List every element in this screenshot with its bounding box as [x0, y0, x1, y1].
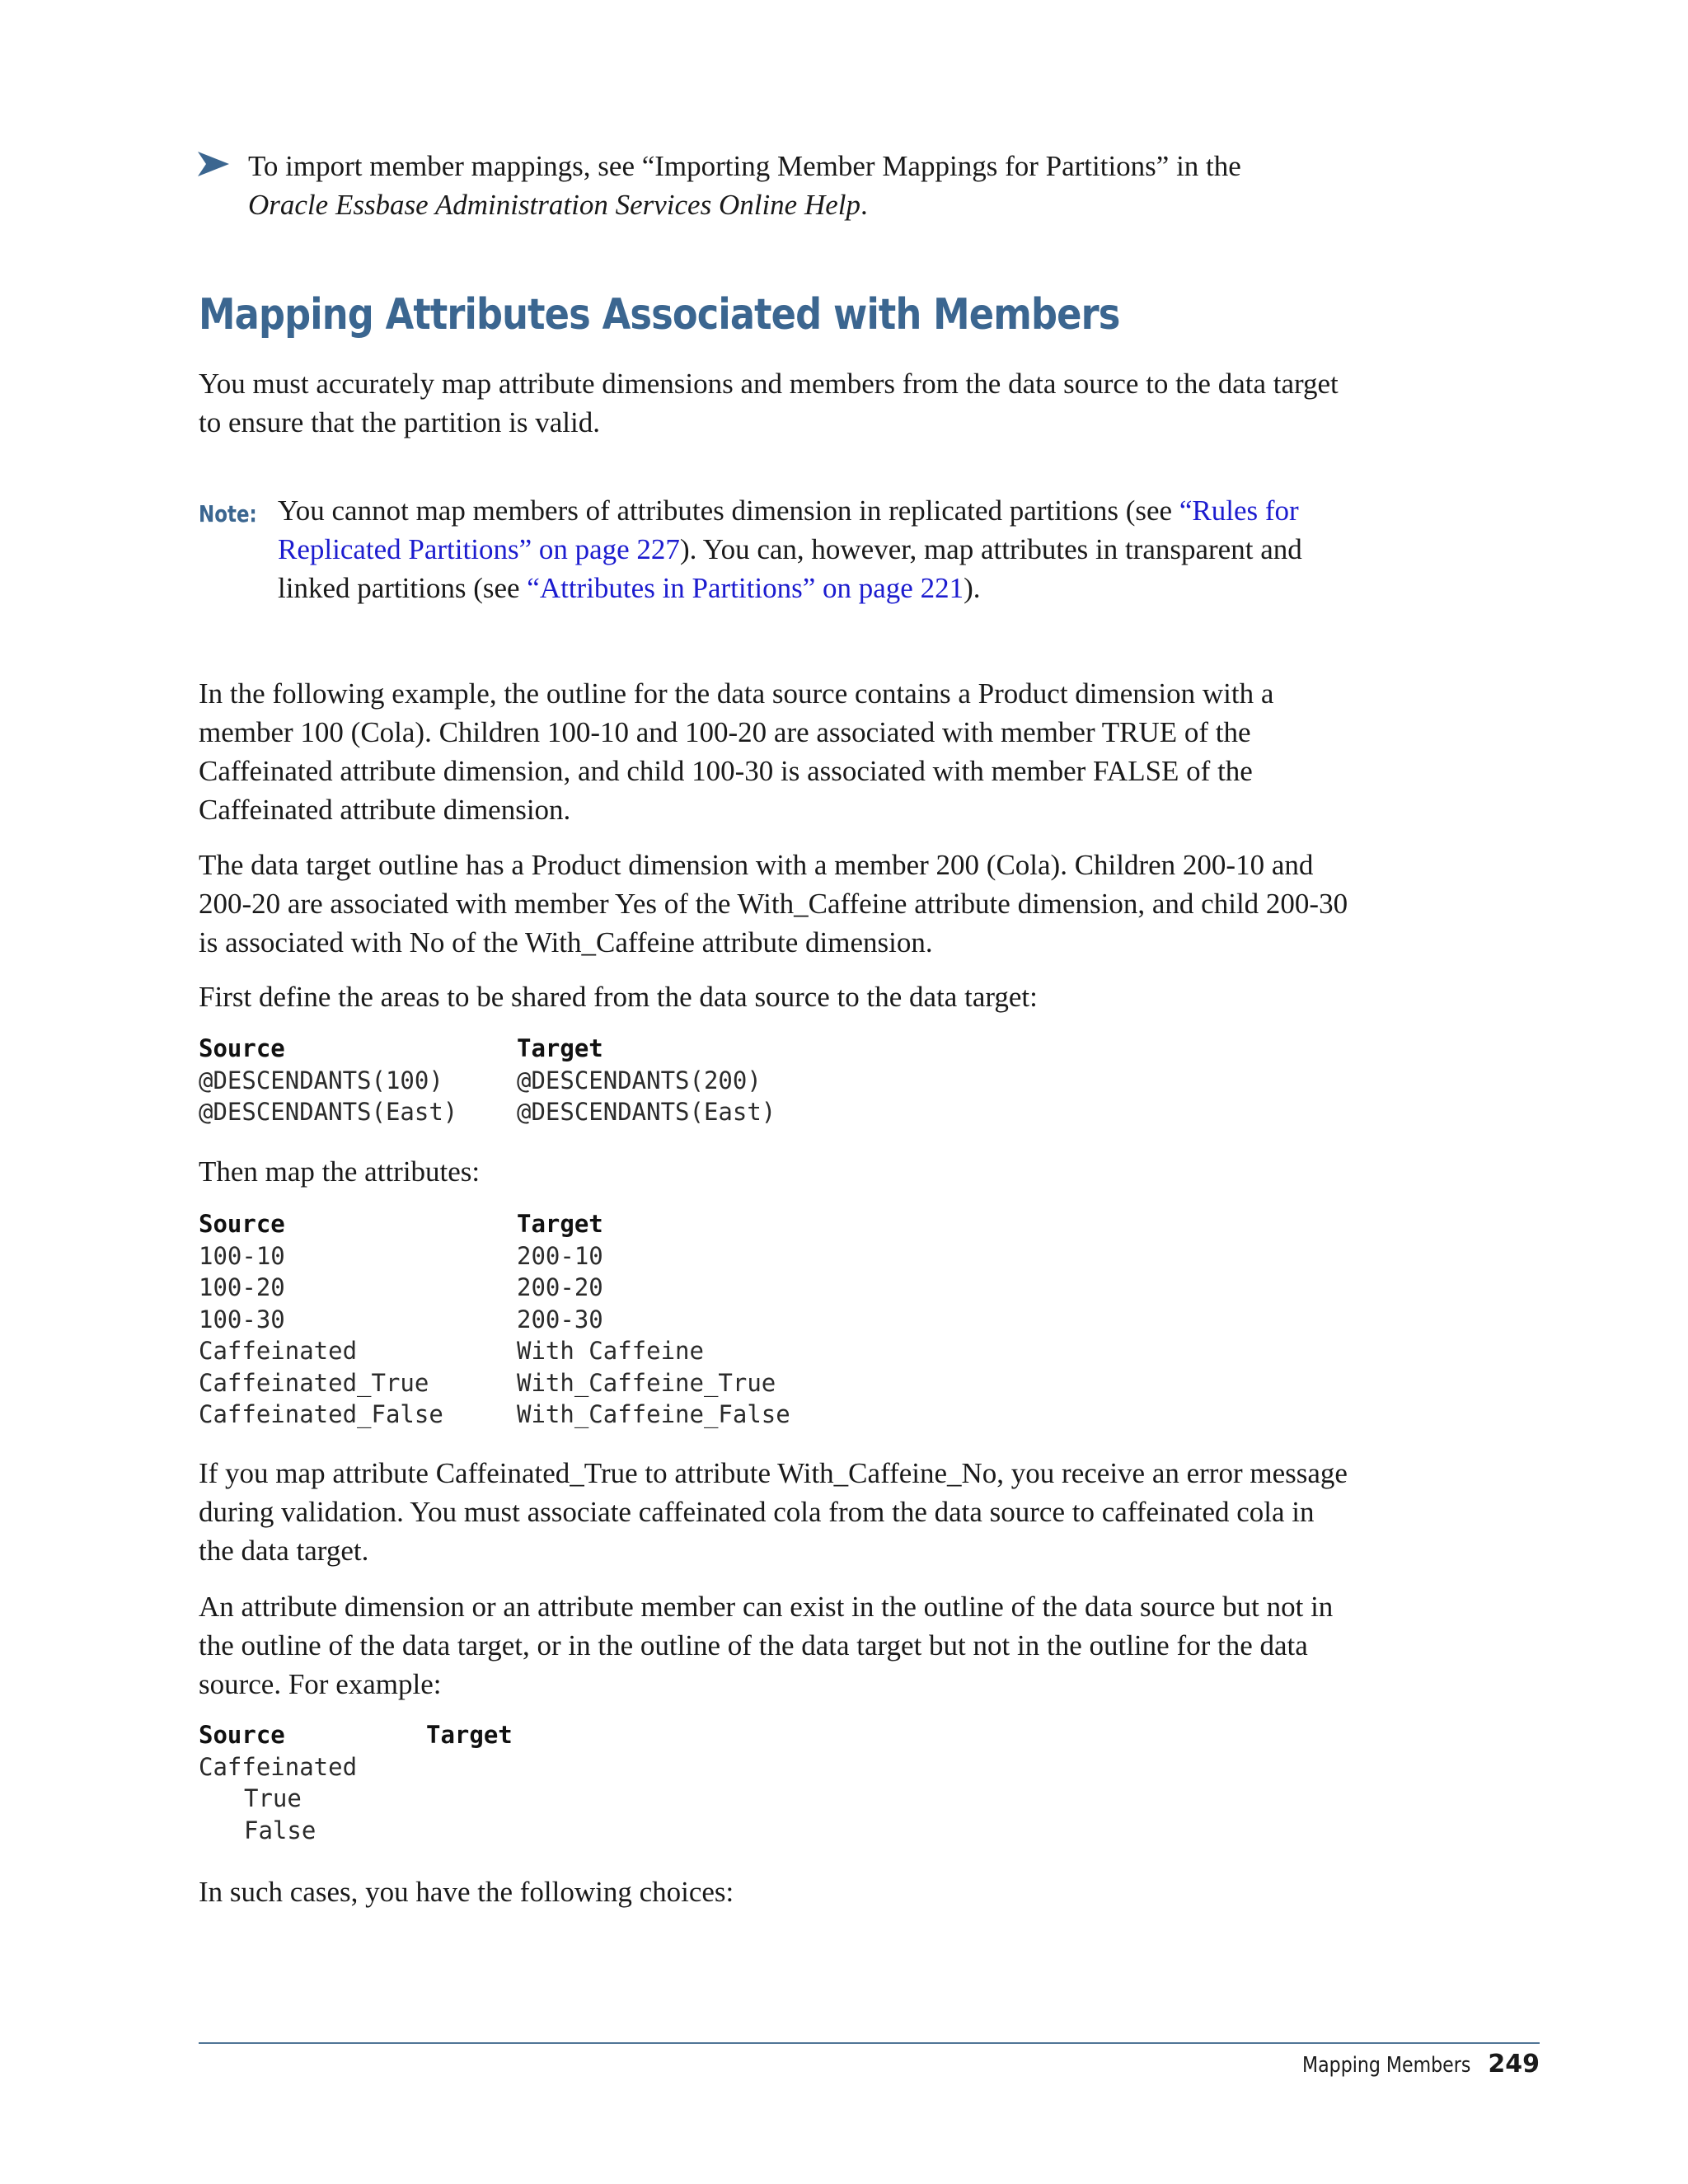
code-source-cell: Caffeinated [199, 1752, 358, 1781]
code-header-source: Source [199, 1210, 285, 1238]
code-target-cell: With_Caffeine_True [517, 1368, 776, 1397]
code-source-cell: 100-30 [199, 1305, 285, 1333]
code-source-cell: 100-10 [199, 1241, 285, 1270]
code-target-cell: @DESCENDANTS(200) [517, 1066, 762, 1094]
note-body [278, 491, 1349, 607]
paragraph-choices: In such cases, you have the following choices: [199, 1876, 734, 1908]
code-row [199, 1272, 603, 1304]
procedure-step-text [248, 147, 1369, 224]
link-attributes-in-partitions[interactable]: “Attributes in Partitions” on page 221 [527, 572, 964, 604]
code-source-cell: Caffeinated_False [199, 1400, 443, 1428]
paragraph-map-attributes: Then map the attributes: [199, 1155, 481, 1188]
paragraph-define-areas: First define the areas to be shared from the data source to the data target: [199, 981, 1038, 1013]
paragraph-intro: You must accurately map attribute dimensions and members from the data source to the data target to ensure that the partition is valid. [199, 368, 1339, 438]
note-text-3: ). [964, 572, 981, 604]
arrow-bullet-icon [198, 152, 229, 176]
code-row [199, 1783, 302, 1815]
code-header-target: Target [517, 1210, 603, 1238]
footer-section-title: Mapping Members [1301, 2053, 1471, 2078]
code-target-cell: 200-20 [517, 1273, 603, 1301]
paragraph-outline-differences: An attribute dimension or an attribute member can exist in the outline of the data source but not in the outline of the data target, or in the outline of the data target but not in the outline for the data source. For example: [199, 1591, 1334, 1700]
code-header-row [199, 1719, 513, 1751]
code-target-cell: @DESCENDANTS(East) [517, 1098, 776, 1126]
code-attribute-mapping [199, 1208, 790, 1431]
code-target-cell: With Caffeine [517, 1337, 704, 1365]
code-header-row [199, 1033, 603, 1065]
code-source-cell: False [244, 1816, 316, 1844]
intro-line-1: To import member mappings, see “Importing Member Mappings for Partitions” in the [248, 150, 1241, 182]
code-source-cell: True [244, 1784, 302, 1812]
code-target-cell: 200-30 [517, 1305, 603, 1333]
link-rules-for-replicated-partitions[interactable]: “Rules for Replicated Partitions” on page 227 [278, 494, 1299, 565]
code-row [199, 1751, 358, 1783]
code-source-cell: @DESCENDANTS(100) [199, 1066, 443, 1094]
code-row [199, 1399, 790, 1431]
code-target-cell: With_Caffeine_False [517, 1400, 790, 1428]
code-row [199, 1065, 762, 1097]
code-header-source: Source [199, 1721, 285, 1749]
code-header-target: Target [426, 1721, 513, 1749]
code-header-row [199, 1208, 603, 1240]
code-outline-example [199, 1719, 513, 1846]
code-row [199, 1304, 603, 1336]
paragraph-target-outline: The data target outline has a Product dimension with a member 200 (Cola). Children 200-10 and 200-20 are associated with member Yes of the With_Caffeine attribute dimension, and child 200-30 is associated with No of the With_Caffeine attribute dimension. [199, 849, 1348, 958]
code-source-cell: Caffeinated [199, 1337, 358, 1365]
intro-line-2-end: . [860, 189, 868, 221]
note-text-1: You cannot map members of attributes dimension in replicated partitions (see [278, 494, 1179, 527]
online-help-title: Oracle Essbase Administration Services Online Help [248, 189, 860, 221]
note-label: Note: [199, 500, 257, 527]
page-footer [1273, 2050, 1540, 2079]
code-source-cell: @DESCENDANTS(East) [199, 1098, 458, 1126]
code-row [199, 1335, 704, 1367]
code-row [199, 1240, 603, 1272]
footer-divider [199, 2042, 1540, 2044]
code-row [199, 1367, 776, 1399]
code-header-source: Source [199, 1034, 285, 1062]
note-text-2: ). You can, however, map attributes in transparent and linked partitions (see [278, 533, 1302, 604]
code-row [199, 1096, 776, 1128]
code-header-target: Target [517, 1034, 603, 1062]
paragraph-source-outline: In the following example, the outline for the data source contains a Product dimension with a member 100 (Cola). Children 100-10 and 100-20 are associated with member TRUE of the Caffeinated attribute dimension, and child 100-30 is associated with member FALSE of the Caffeinated attribute dimension. [199, 677, 1274, 826]
code-source-cell: 100-20 [199, 1273, 285, 1301]
code-area-mapping [199, 1033, 776, 1128]
code-target-cell: 200-10 [517, 1241, 603, 1270]
code-row [199, 1815, 316, 1847]
paragraph-validation-error: If you map attribute Caffeinated_True to attribute With_Caffeine_No, you receive an error message during validation. You must associate caffeinated cola from the data source to caffeinated cola in the data target. [199, 1457, 1348, 1567]
page-number: 249 [1488, 2050, 1540, 2079]
code-source-cell: Caffeinated_True [199, 1368, 429, 1397]
section-heading: Mapping Attributes Associated with Members [199, 290, 1120, 340]
